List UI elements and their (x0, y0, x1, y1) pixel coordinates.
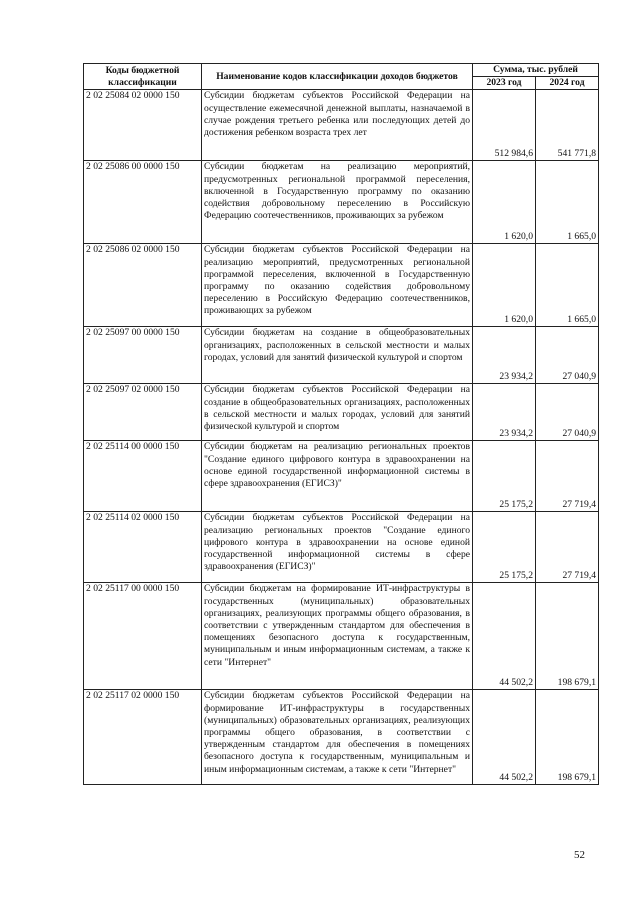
row-name: Субсидии бюджетам на формирование ИТ-инфраструктуры в государственных (муниципальных) образовательных организациях, реализующих программы общего образования, в соответствии с утвержденным стандартом для обеспечения в помещениях безопасного доступа к государственным, муниципальным и иным информационным системам, а также к сети "Интернет" (202, 583, 473, 690)
header-year-2023: 2023 год (473, 77, 536, 90)
row-2023: 25 175,2 (473, 441, 536, 512)
table-row (84, 384, 599, 441)
row-name: Субсидии бюджетам на создание в общеобразовательных организациях, расположенных в сельской местности и малых городах, условий для занятий физической культурой и спортом (202, 327, 473, 384)
row-name: Субсидии бюджетам на реализацию мероприятий, предусмотренных региональной программой переселения, включенной в Государственную программу по оказанию содействия добровольному переселению в Российскую Федерацию соотечественников, проживающих за рубежом (202, 161, 473, 244)
row-2024: 198 679,1 (536, 583, 599, 690)
row-2023: 23 934,2 (473, 384, 536, 441)
row-2023: 44 502,2 (473, 690, 536, 785)
header-year-2024: 2024 год (536, 77, 599, 90)
row-name: Субсидии бюджетам субъектов Российской Федерации на реализацию региональных проектов "Создание единого цифрового контура в здравоохранении на основе единой государственной информационной системы в сфере здравоохранения (ЕГИСЗ)" (202, 512, 473, 583)
row-2024: 27 719,4 (536, 441, 599, 512)
row-code: 2 02 25097 00 0000 150 (84, 327, 202, 384)
row-2024: 1 665,0 (536, 244, 599, 327)
header-name: Наименование кодов классификации доходов бюджетов (202, 64, 473, 90)
row-2024: 27 719,4 (536, 512, 599, 583)
row-code: 2 02 25117 00 0000 150 (84, 583, 202, 690)
row-2023: 512 984,6 (473, 90, 536, 161)
row-2023: 25 175,2 (473, 512, 536, 583)
table-row (84, 90, 599, 161)
row-2024: 541 771,8 (536, 90, 599, 161)
budget-table-sheet (83, 63, 598, 785)
table-row (84, 690, 599, 785)
row-code: 2 02 25097 02 0000 150 (84, 384, 202, 441)
row-code: 2 02 25086 00 0000 150 (84, 161, 202, 244)
row-2023: 44 502,2 (473, 583, 536, 690)
row-2024: 27 040,9 (536, 384, 599, 441)
row-name: Субсидии бюджетам субъектов Российской Федерации на реализацию мероприятий, предусмотренных региональной программой переселения, включенной в Государственную программу по оказанию содействия добровольному переселению в Российскую Федерацию соотечественников, проживающих за рубежом (202, 244, 473, 327)
row-code: 2 02 25084 02 0000 150 (84, 90, 202, 161)
header-code: Коды бюджетной классификации (84, 64, 202, 90)
row-2023: 23 934,2 (473, 327, 536, 384)
row-2024: 1 665,0 (536, 161, 599, 244)
row-name: Субсидии бюджетам субъектов Российской Федерации на формирование ИТ-инфраструктуры в государственных (муниципальных) образовательных организациях, реализующих программы общего образования, в соответствии с утвержденным стандартом для обеспечения в помещениях безопасного доступа к государственным, муниципальным и иным информационным системам, а также к сети "Интернет" (202, 690, 473, 785)
row-code: 2 02 25114 02 0000 150 (84, 512, 202, 583)
row-code: 2 02 25117 02 0000 150 (84, 690, 202, 785)
row-code: 2 02 25086 02 0000 150 (84, 244, 202, 327)
page-number: 52 (574, 849, 585, 861)
row-code: 2 02 25114 00 0000 150 (84, 441, 202, 512)
table-row (84, 161, 599, 244)
table-row (84, 583, 599, 690)
budget-table (83, 63, 599, 785)
row-name: Субсидии бюджетам субъектов Российской Федерации на осуществление ежемесячной денежной выплаты, назначаемой в случае рождения третьего ребенка или последующих детей до достижения ребенком возраста трех лет (202, 90, 473, 161)
row-name: Субсидии бюджетам на реализацию региональных проектов "Создание единого цифрового контура в здравоохранении на основе единой государственной информационной системы в сфере здравоохранения (ЕГИСЗ)" (202, 441, 473, 512)
table-row (84, 441, 599, 512)
row-2023: 1 620,0 (473, 244, 536, 327)
header-row (84, 64, 599, 77)
table-row (84, 512, 599, 583)
row-2023: 1 620,0 (473, 161, 536, 244)
table-row (84, 327, 599, 384)
row-2024: 27 040,9 (536, 327, 599, 384)
table-row (84, 244, 599, 327)
header-sum: Сумма, тыс. рублей (473, 64, 599, 77)
row-name: Субсидии бюджетам субъектов Российской Федерации на создание в общеобразовательных организациях, расположенных в сельской местности и малых городах, условий для занятий физической культурой и спортом (202, 384, 473, 441)
row-2024: 198 679,1 (536, 690, 599, 785)
